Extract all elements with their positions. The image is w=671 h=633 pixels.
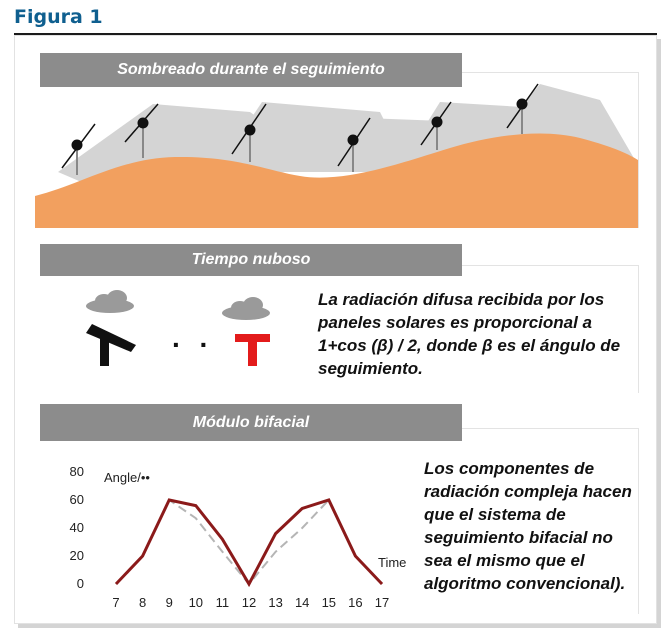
series-line-dashed bbox=[116, 500, 382, 584]
x-tick-label: 16 bbox=[348, 595, 363, 610]
bifacial-description: Los componentes de radiación compleja hacen que el sistema de seguimiento bifacial no sea el mismo que el algoritmo convencional). bbox=[424, 459, 632, 593]
y-axis-label: Angle/•• bbox=[104, 470, 150, 485]
x-tick-label: 7 bbox=[112, 595, 120, 610]
x-tick-label: 17 bbox=[374, 595, 390, 610]
x-tick-label: 9 bbox=[165, 595, 173, 610]
y-tick-label: 20 bbox=[69, 548, 84, 563]
x-tick-label: 15 bbox=[321, 595, 337, 610]
ellipsis-dots: . . bbox=[172, 322, 214, 353]
y-tick-label: 60 bbox=[69, 492, 84, 507]
x-axis-label: Time bbox=[378, 555, 407, 570]
cloudy-banner: Tiempo nuboso bbox=[40, 244, 462, 276]
x-tick-label: 10 bbox=[188, 595, 204, 610]
y-tick-label: 40 bbox=[69, 520, 84, 535]
shading-banner: Sombreado durante el seguimiento bbox=[40, 53, 462, 87]
x-tick-label: 13 bbox=[268, 595, 283, 610]
x-tick-label: 14 bbox=[294, 595, 310, 610]
series-line-solid bbox=[116, 500, 382, 584]
figure-title: Figura 1 bbox=[14, 6, 103, 28]
x-tick-label: 12 bbox=[241, 595, 257, 610]
y-tick-label: 80 bbox=[69, 464, 84, 479]
cloudy-description: La radiación difusa recibida por los paneles solares es proporcional a 1+cos (β) / 2, donde β es el ángulo de seguimiento. bbox=[318, 290, 621, 378]
bifacial-banner: Módulo bifacial bbox=[40, 404, 462, 441]
x-tick-label: 11 bbox=[215, 595, 230, 610]
x-tick-label: 8 bbox=[138, 595, 147, 610]
y-tick-label: 0 bbox=[76, 576, 84, 591]
